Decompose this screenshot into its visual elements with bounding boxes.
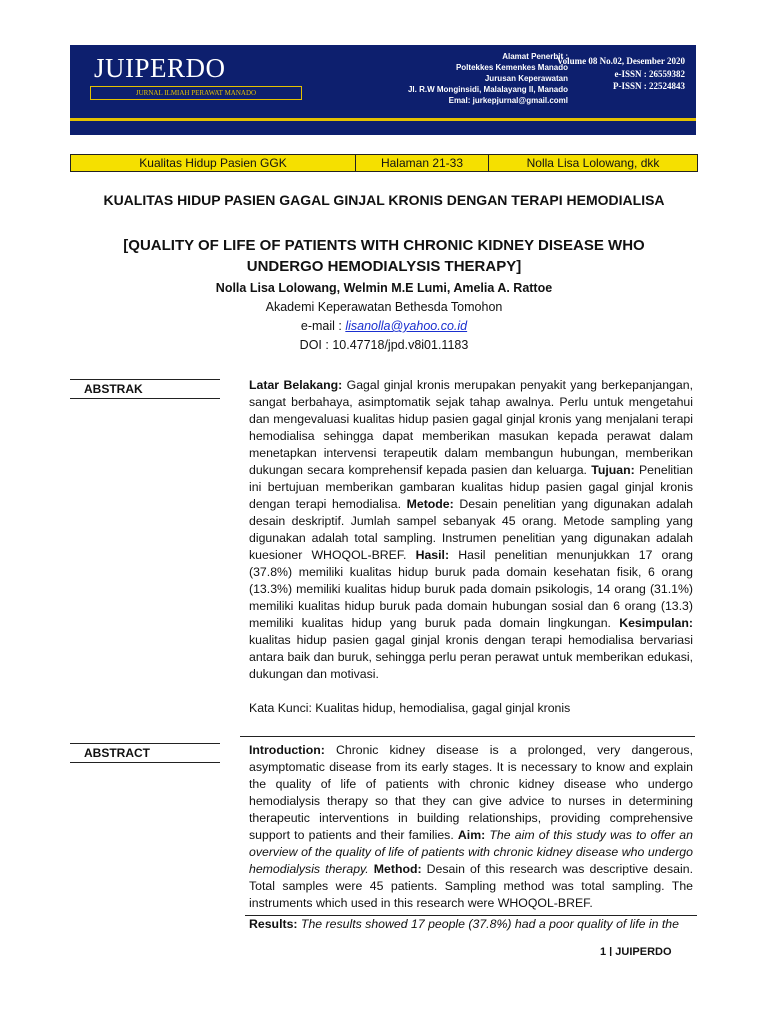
header-divider bbox=[70, 118, 696, 121]
aim-label: Aim: bbox=[457, 828, 486, 842]
address-line: Emal: jurkepjurnal@gmail.coml bbox=[448, 96, 568, 105]
running-pages: Halaman 21-33 bbox=[356, 155, 489, 171]
aim-text: The aim of this study was to offer an overview of the quality of life of patients with chronic kidney disease who undergo hemodialysis therapy. bbox=[249, 828, 693, 876]
english-title-line: UNDERGO HEMODIALYSIS THERAPY] bbox=[246, 258, 522, 275]
journal-logo: JUIPERDO bbox=[94, 53, 226, 83]
address-line: Poltekkes Kemenkes Manado bbox=[455, 63, 568, 72]
author-list: Nolla Lisa Lolowang, Welmin M.E Lumi, Amelia A. Rattoe bbox=[215, 281, 553, 295]
article-english-title bbox=[60, 235, 708, 277]
keywords: Kata Kunci: Kualitas hidup, hemodialisa, gagal ginjal kronis bbox=[249, 701, 571, 715]
tujuan-label: Tujuan: bbox=[591, 463, 635, 477]
english-title-line: [QUALITY OF LIFE OF PATIENTS WITH CHRONIC KIDNEY DISEASE WHO bbox=[123, 237, 645, 254]
journal-subtitle: JURNAL ILMIAH PERAWAT MANADO bbox=[90, 86, 302, 100]
latar-label: Latar Belakang: bbox=[249, 378, 343, 392]
volume-number: Volume 08 No.02, Desember 2020 bbox=[557, 56, 685, 66]
abstrak-body bbox=[249, 377, 693, 717]
method-text: Desain of this research was descriptive desain. Total samples were 45 patients. Sampling method was total sampling. The instruments which used in this research were WHOQOL-BREF. bbox=[249, 862, 693, 910]
abstract-label: ABSTRACT bbox=[70, 743, 220, 763]
volume-info bbox=[525, 55, 685, 92]
kesimpulan-text: kualitas hidup pasien gagal ginjal kronis dengan terapi hemodialisa bervariasi antara baik dan buruk, sehingga perlu peran perawat untuk memberikan edukasi, dukungan dan motivasi. bbox=[249, 633, 693, 681]
pissn: P-ISSN : 22524843 bbox=[612, 81, 685, 91]
abstrak-paragraph bbox=[249, 377, 693, 683]
email-link[interactable]: lisanolla@yahoo.co.id bbox=[345, 319, 468, 333]
results-line bbox=[249, 916, 693, 933]
hasil-label: Hasil: bbox=[415, 548, 450, 562]
latar-text: Gagal ginjal kronis merupakan penyakit yang berkepanjangan, sangat berbahaya, asimptomatik sejak tahap awalnya. Perlu untuk mengetahui dan mengevaluasi kualitas hidup pasien gagal ginjal kronis yang menjalani terapi hemodialisa sehingga dapat memberikan masukan kepada perawat dalam menetapkan intervensi terapeutik dalam membangun hubungan, memberikan dukungan secara komprehensif kepada pasien dan keluarga. bbox=[249, 378, 693, 477]
address-line: Jurusan Keperawatan bbox=[484, 74, 568, 83]
doi: DOI : 10.47718/jpd.v8i01.1183 bbox=[299, 338, 469, 352]
hasil-text: Hasil penelitian menunjukkan 17 orang (37.8%) memiliki kualitas hidup buruk pada domain kesehatan fisik, 6 orang (13.3%) memiliki kualitas hidup buruk pada domain psikologis, 14 orang (31.1%) memiliki kualitas hidup buruk pada domain hubungan sosial dan 6 orang (13.3) memiliki kualitas hidup yang buruk pada domain lingkungan. bbox=[249, 548, 693, 630]
abstract-paragraph bbox=[249, 742, 693, 912]
kesimpulan-label: Kesimpulan: bbox=[619, 616, 693, 630]
running-authors: Nolla Lisa Lolowang, dkk bbox=[526, 156, 660, 170]
article-title: KUALITAS HIDUP PASIEN GAGAL GINJAL KRONIS DENGAN TERAPI HEMODIALISA bbox=[103, 192, 665, 208]
metode-label: Metode: bbox=[406, 497, 454, 511]
tujuan-text: Penelitian ini bertujuan memberikan gambaran kualitas hidup pasien gagal ginjal kronis dengan terapi hemodialisa. bbox=[249, 463, 693, 511]
institution: Akademi Keperawatan Bethesda Tomohon bbox=[265, 300, 503, 314]
results-paragraph bbox=[249, 916, 693, 933]
page-footer: 1 | JUIPERDO bbox=[600, 946, 672, 956]
address-line: Alamat Penerbit : bbox=[502, 52, 568, 61]
method-label: Method: bbox=[373, 862, 422, 876]
running-header bbox=[70, 154, 698, 172]
results-label: Results: bbox=[249, 917, 298, 931]
running-topic: Kualitas Hidup Pasien GGK bbox=[71, 155, 356, 171]
abstract-body bbox=[249, 742, 693, 912]
journal-header-banner bbox=[70, 45, 696, 135]
eissn: e-ISSN : 26559382 bbox=[614, 69, 685, 79]
results-text: The results showed 17 people (37.8%) had a poor quality of life in the bbox=[297, 917, 679, 931]
section-divider bbox=[240, 736, 695, 737]
metode-text: Desain penelitian yang digunakan adalah desain deskriptif. Jumlah sampel sebanyak 45 orang. Metode sampling yang digunakan adalah total sampling. Instrumen penelitian yang digunakan adalah kuesioner WHOQOL-BREF. bbox=[249, 497, 693, 562]
intro-label: Introduction: bbox=[249, 743, 325, 757]
abstrak-label: ABSTRAK bbox=[70, 379, 220, 399]
address-line: Jl. R.W Monginsidi, Malalayang II, Manado bbox=[407, 85, 568, 94]
email-label: e-mail : bbox=[300, 319, 346, 333]
intro-text: Chronic kidney disease is a prolonged, very dangerous, asymptomatic disease from its early stages. It is necessary to know and explain the quality of life of patients with chronic kidney disease who undergo hemodialysis therapy so that they can give advice to nurses in determining therapeutic interventions in building relationships, providing comprehensive support to patients and their families. bbox=[249, 743, 693, 842]
email-line bbox=[40, 319, 728, 333]
